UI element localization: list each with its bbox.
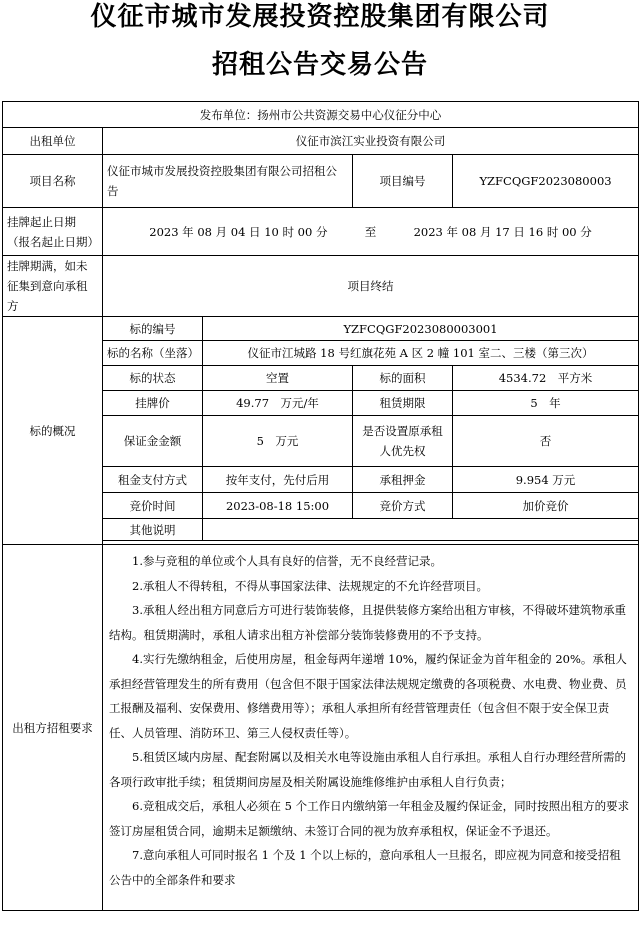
- item-bid-time-label: 竞价时间: [103, 493, 203, 519]
- item-area-value: 4534.72 平方米: [453, 366, 639, 391]
- item-payment-label: 租金支付方式: [103, 467, 203, 493]
- requirement-item: 3.承租人经出租方同意后方可进行装饰装修，且提供装修方案给出租方审核，不得破坏建筑物承重结构。租赁期满时，承租人请求出租方补偿部分装饰装修费用的不予支持。: [109, 603, 626, 642]
- item-payment-value: 按年支付，先付后用: [203, 467, 353, 493]
- item-status-label: 标的状态: [103, 366, 203, 391]
- expire-value: 项目终结: [103, 256, 639, 317]
- requirements-label: 出租方招租要求: [3, 545, 103, 911]
- project-no-value: YZFCQGF2023080003: [453, 155, 639, 208]
- overview-label: 标的概况: [3, 317, 103, 545]
- document-title-line2: 招租公告交易公告: [211, 50, 428, 80]
- requirements-row: [3, 545, 639, 911]
- lessor-value: 仪征市滨江实业投资有限公司: [103, 128, 639, 155]
- project-no-label: 项目编号: [353, 155, 453, 208]
- requirement-item: 1.参与竞租的单位或个人具有良好的信誉，无不良经营记录。: [132, 554, 442, 568]
- listing-to: 至: [364, 224, 377, 239]
- item-no-value: YZFCQGF2023080003001: [203, 317, 639, 341]
- item-deposit-label: 保证金金额: [103, 416, 203, 467]
- item-other-value: [203, 519, 639, 541]
- item-lease-deposit-label: 承租押金: [353, 467, 453, 493]
- publisher-cell: 发布单位：扬州市公共资源交易中心仪征分中心: [3, 102, 639, 128]
- listing-period-row: [3, 208, 639, 256]
- requirement-item: 2.承租人不得转租，不得从事国家法律、法规规定的不允许经营项目。: [132, 578, 488, 593]
- item-bid-time-value: 2023-08-18 15:00: [203, 493, 353, 519]
- announcement-table: [2, 101, 639, 911]
- item-name-value: 仪征市江城路 18 号红旗花苑 A 区 2 幢 101 室二、三楼（第三次）: [203, 341, 639, 366]
- expire-label: 挂牌期满，如未征集到意向承租方: [3, 256, 103, 317]
- item-term-value: 5 年: [453, 391, 639, 416]
- lessor-row: [3, 128, 639, 155]
- item-price-value: 49.77 万元/年: [203, 391, 353, 416]
- item-price-label: 挂牌价: [103, 391, 203, 416]
- item-bid-method-label: 竞价方式: [353, 493, 453, 519]
- expire-row: [3, 256, 639, 317]
- item-lease-deposit-value: 9.954 万元: [453, 467, 639, 493]
- item-no-row: [3, 317, 639, 341]
- requirement-item: 6.竞租成交后，承租人必须在 5 个工作日内缴纳第一年租金及履约保证金，同时按照出租方的要求签订房屋租赁合同，逾期未足额缴纳、未签订合同的视为放弃承租权，保证金不予退还。: [109, 799, 630, 838]
- item-term-label: 租赁期限: [353, 391, 453, 416]
- listing-start: 2023 年 08 月 04 日 10 时 00 分: [149, 224, 328, 239]
- item-area-label: 标的面积: [353, 366, 453, 391]
- listing-period-label: 挂牌起止日期（报名起止日期）: [3, 208, 103, 256]
- project-name-label: 项目名称: [3, 155, 103, 208]
- requirements-list: [103, 545, 639, 911]
- requirement-item: 4.实行先缴纳租金，后使用房屋，租金每两年递增 10%，履约保证金为首年租金的 20%。承租人承担经营管理发生的所有费用（包含但不限于国家法律法规规定缴费的各项税费、水电费、物业费、员工报酬及福利、安保费用、修缮费用等）；承租人承担所有经营管理责任（包含但不限于安全保卫责任、人员管理、消防环卫、第三人侵权责任等）。: [109, 652, 627, 740]
- requirement-item: 7.意向承租人可同时报名 1 个及 1 个以上标的，意向承租人一旦报名，即应视为同意和接受招租公告中的全部条件和要求: [109, 848, 621, 887]
- item-priority-value: 否: [453, 416, 639, 467]
- lessor-label: 出租单位: [3, 128, 103, 155]
- project-row: [3, 155, 639, 208]
- item-name-label: 标的名称（坐落）: [103, 341, 203, 366]
- requirement-item: 5.租赁区域内房屋、配套附属以及相关水电等设施由承租人自行承担。承租人自行办理经营所需的各项行政审批手续；租赁期间房屋及相关附属设施维修维护由承租人自行负责；: [109, 750, 626, 789]
- document-title-line1: 仪征市城市发展投资控股集团有限公司: [90, 2, 550, 32]
- item-bid-method-value: 加价竞价: [453, 493, 639, 519]
- item-status-value: 空置: [203, 366, 353, 391]
- item-no-label: 标的编号: [103, 317, 203, 341]
- item-priority-label: 是否设置原承租人优先权: [353, 416, 453, 467]
- listing-period-value: [103, 208, 639, 256]
- publisher-row: [3, 102, 639, 128]
- project-name-value: 仪征市城市发展投资控股集团有限公司招租公告: [103, 155, 353, 208]
- item-deposit-value: 5 万元: [203, 416, 353, 467]
- item-other-label: 其他说明: [103, 519, 203, 541]
- listing-end: 2023 年 08 月 17 日 16 时 00 分: [413, 224, 592, 239]
